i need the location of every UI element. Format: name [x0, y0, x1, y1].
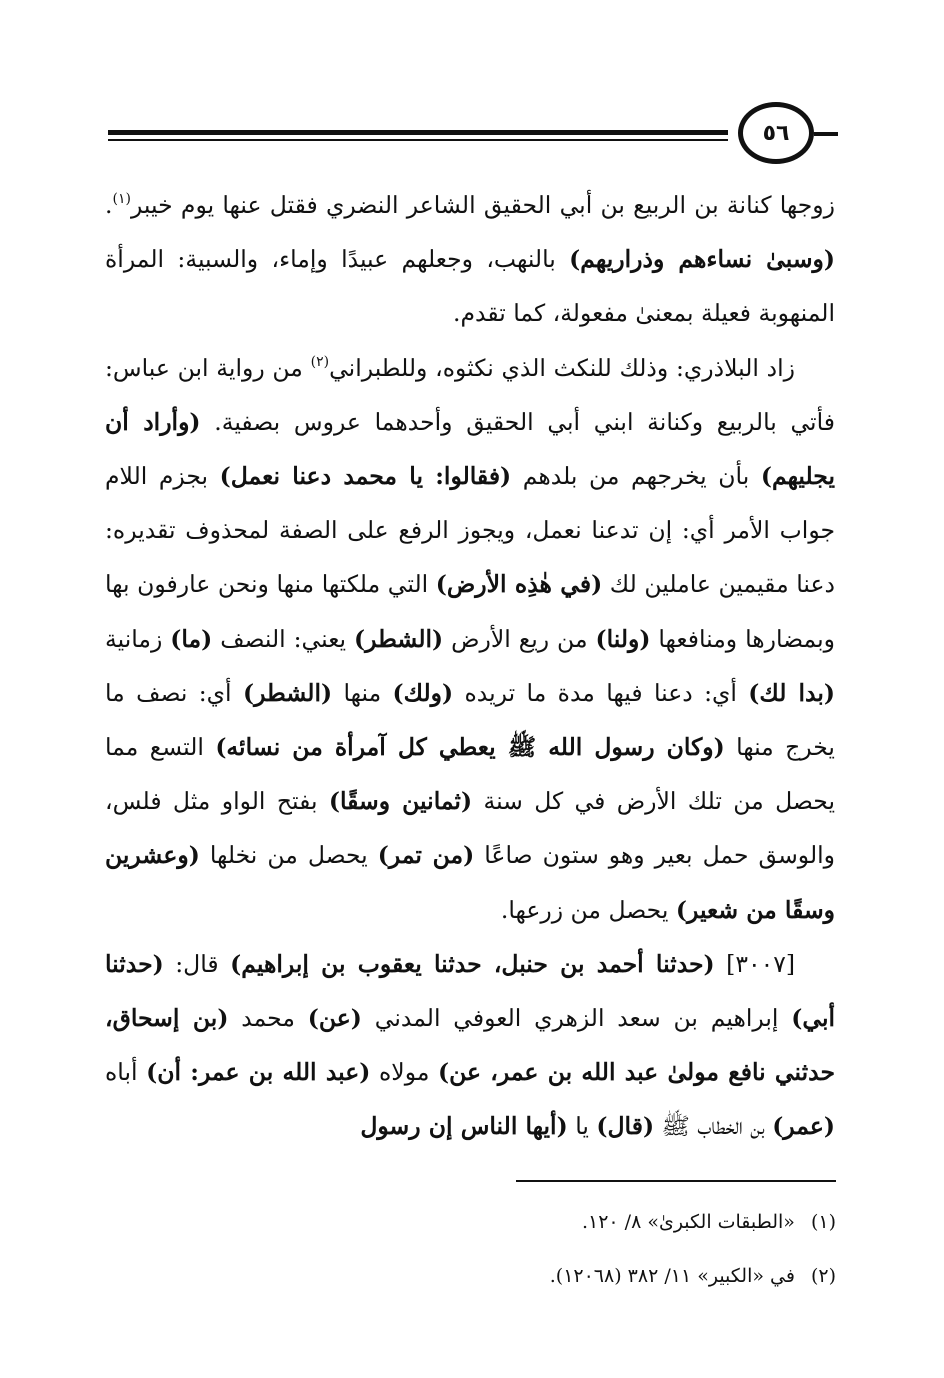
text-run: مولاه [370, 1058, 438, 1087]
footnote-number: (١) [810, 1211, 836, 1233]
paragraph-1 [105, 178, 835, 341]
page-number: ٥٦ [738, 102, 814, 164]
text-run: بن الخطاب ﷺ [654, 1112, 773, 1141]
text-run: زوجها كنانة بن الربيع بن أبي الحقيق الشاعر النضري فقتل عنها يوم خيبر [130, 191, 835, 219]
bold-quote: (ولك) [392, 678, 454, 707]
text-run: يعني: النصف [212, 624, 355, 653]
bold-quote: (وعشرين وسقًا من شعير) [105, 841, 835, 924]
text-run: بأن يخرجهم من بلدهم [511, 462, 761, 491]
bold-quote: (حدثنا أبي) [105, 949, 836, 1033]
text-run: أي: دعنا فيها مدة ما تريده [453, 678, 749, 707]
text-run: التسع مما يحصل من تلك الأرض في كل سنة [105, 733, 836, 816]
footnote-number: (٢) [810, 1265, 836, 1287]
header-rule-right [814, 132, 838, 136]
bold-quote: (الشطر) [354, 624, 444, 653]
text-run: من رواية ابن عباس: فأتي بالربيع وكنانة ابني أبي الحقيق وأحدهما عروس بصفية. [105, 353, 835, 436]
bold-quote: (في هٰذِه الأرض) [435, 570, 603, 599]
bold-quote: (بن إسحاق، حدثني نافع مولىٰ عبد الله بن عمر، عن) [105, 1004, 836, 1087]
bold-quote: (من تمر) [377, 841, 475, 870]
bold-quote: (عن) [307, 1004, 362, 1033]
paragraph-2 [105, 341, 835, 937]
bold-quote: (وسبىٰ نساءهم وذراريهم) [569, 245, 835, 274]
bold-quote: (ولنا) [595, 624, 651, 653]
text-run: بالنهب، وجعلهم عبيدًا وإماء، والسبية: المرأة المنهوبة فعيلة بمعنىٰ مفعولة، كما تقدم. [105, 245, 835, 328]
text-run: زمانية [105, 624, 171, 653]
header-rule-thin [108, 139, 728, 141]
text-run: يحصل من نخلها [199, 841, 378, 870]
bold-quote: (قال) [596, 1112, 655, 1141]
bold-quote: (ما) [170, 624, 213, 653]
text-run: محمد [228, 1004, 308, 1033]
footnote-ref-2[interactable]: (٢) [310, 353, 330, 370]
text-run: التي ملكتها منها ونحن عارفون بها وبمضارها ومنافعها [105, 570, 835, 653]
footnote-2 [106, 1249, 836, 1303]
text-run: منها [332, 678, 393, 707]
paragraph-3 [105, 937, 835, 1154]
text-run: بجزم اللام جواب الأمر أي: إن تدعنا نعمل، ويجوز الرفع على الصفة لمحذوف تقديره: دعنا مقيمين عاملين لك [105, 462, 836, 599]
page-header [108, 100, 838, 170]
footnote-ref-1[interactable]: (١) [112, 191, 131, 207]
footnote-text: في «الكبير» ١١/ ٣٨٢ (١٢٠٦٨). [549, 1265, 795, 1287]
bold-quote: (حدثنا أحمد بن حنبل، حدثنا يعقوب بن إبراهيم) [230, 949, 715, 978]
bold-quote: (ثمانين وسقًا) [328, 787, 473, 816]
bold-quote: (بدا لك) [748, 678, 835, 707]
footnote-text: «الطبقات الكبرىٰ» ٨/ ١٢٠. [581, 1211, 795, 1233]
bold-quote: (عبد الله بن عمر: أن) [146, 1058, 371, 1087]
text-run: إبراهيم بن سعد الزهري العوفي المدني [361, 1004, 792, 1033]
text-run: بفتح الواو مثل فلس، والوسق حمل بعير وهو ستون صاعًا [105, 787, 835, 870]
text-run: أباه [105, 1058, 147, 1087]
footnote-1 [106, 1195, 836, 1249]
text-run: يحصل من زرعها. [500, 895, 676, 924]
main-text [105, 178, 835, 1154]
hadith-number: [٣٠٠٧] [714, 949, 796, 978]
bold-quote: (فقالوا: يا محمد دعنا نعمل) [219, 462, 512, 491]
bold-quote: (وكان رسول الله ﷺ يعطي كل آمرأة من نسائه) [215, 733, 725, 762]
text-run: زاد البلاذري: وذلك للنكث الذي نكثوه، وللطبراني [329, 353, 795, 382]
text-run: . [105, 191, 113, 219]
bold-quote: (عمر) [772, 1112, 835, 1141]
bold-quote: (الشطر) [242, 678, 333, 707]
bold-quote: (وأراد أن يجليهم) [105, 407, 835, 491]
bold-quote: (أيها الناس إن رسول [360, 1112, 568, 1141]
header-rule-thick [108, 130, 728, 135]
text-run: أي: نصف ما يخرج منها [105, 678, 835, 762]
text-run: من ريع الأرض [443, 624, 596, 653]
text-run: يا [567, 1112, 597, 1141]
text-run: قال: [163, 949, 231, 978]
footnote-separator [516, 1180, 836, 1182]
footnotes [106, 1195, 836, 1303]
